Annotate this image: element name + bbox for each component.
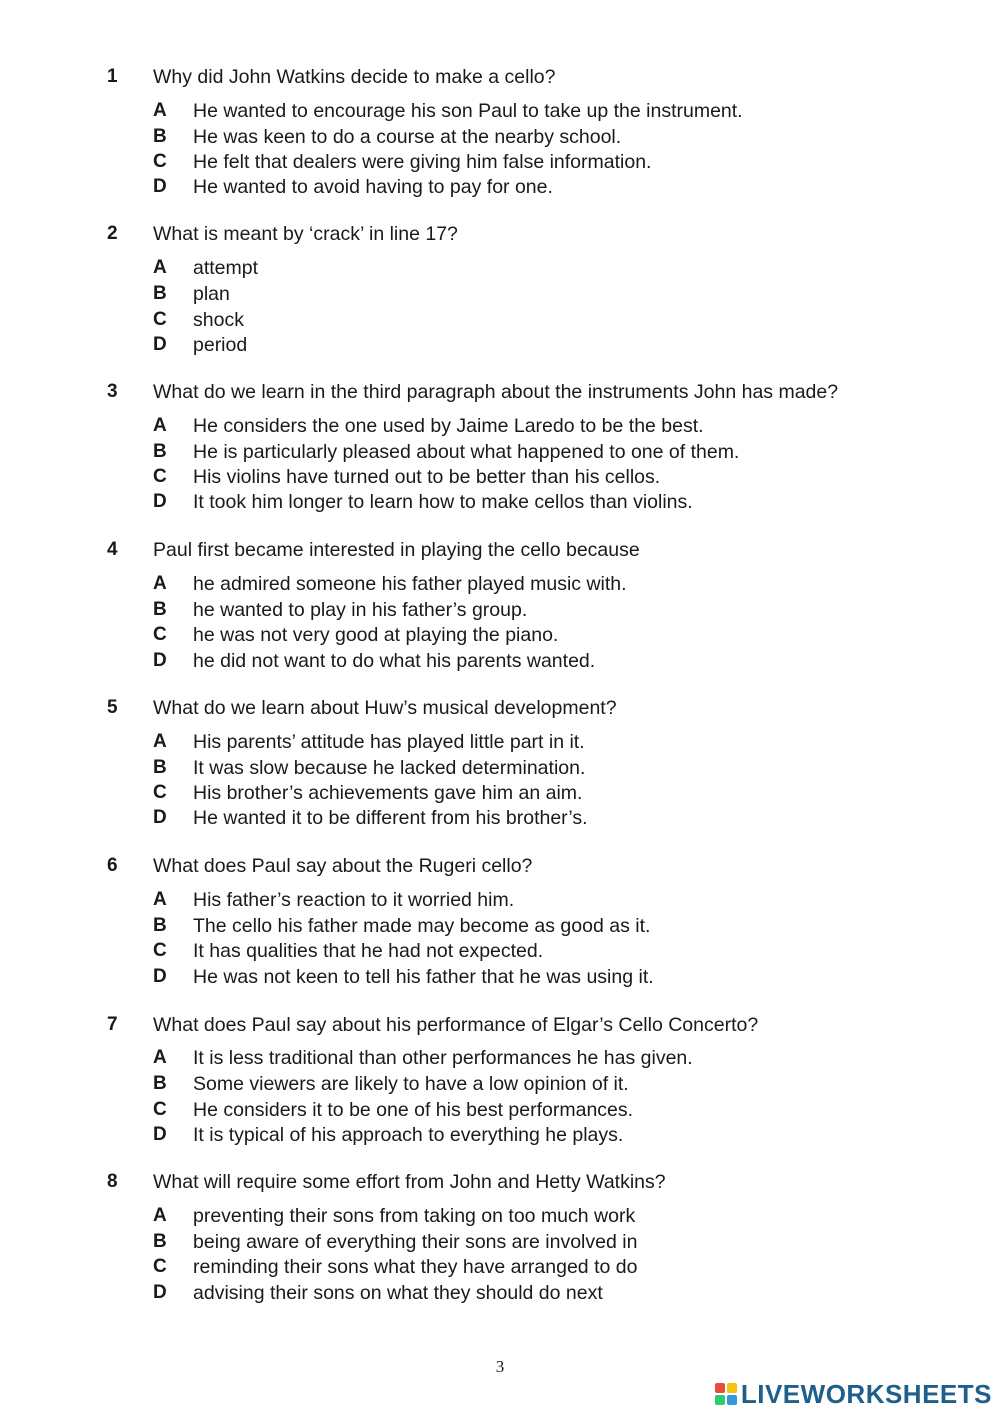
option-text: he was not very good at playing the piano. — [193, 624, 559, 646]
option-a[interactable] — [0, 730, 1000, 756]
option-letter: A — [153, 1205, 167, 1226]
question-text: What do we learn in the third paragraph about the instruments John has made? — [153, 381, 839, 403]
question-number: 4 — [107, 539, 118, 560]
option-c[interactable] — [0, 623, 1000, 649]
option-text: plan — [193, 283, 230, 305]
option-letter: D — [153, 176, 167, 197]
option-text: It is typical of his approach to everything he plays. — [193, 1124, 624, 1146]
question-text: Why did John Watkins decide to make a cello? — [153, 66, 556, 88]
option-letter: B — [153, 915, 167, 936]
option-letter: A — [153, 731, 167, 752]
option-text: It has qualities that he had not expected. — [193, 940, 544, 962]
option-letter: B — [153, 283, 167, 304]
option-b[interactable] — [0, 282, 1000, 308]
option-letter: B — [153, 1231, 167, 1252]
question-number: 1 — [107, 66, 118, 87]
question-text: What does Paul say about the Rugeri cello? — [153, 855, 533, 877]
option-letter: C — [153, 309, 167, 330]
option-b[interactable] — [0, 756, 1000, 782]
option-text: It was slow because he lacked determination. — [193, 757, 586, 779]
option-letter: D — [153, 966, 167, 987]
question-text: What will require some effort from John and Hetty Watkins? — [153, 1171, 666, 1193]
option-text: He was keen to do a course at the nearby school. — [193, 126, 622, 148]
option-text: It took him longer to learn how to make cellos than violins. — [193, 491, 693, 513]
option-letter: C — [153, 940, 167, 961]
option-c[interactable] — [0, 465, 1000, 491]
option-letter: D — [153, 491, 167, 512]
option-text: It is less traditional than other performances he has given. — [193, 1047, 693, 1069]
option-letter: B — [153, 757, 167, 778]
option-letter: A — [153, 1047, 167, 1068]
liveworksheets-logo[interactable] — [715, 1380, 992, 1408]
option-text: His brother’s achievements gave him an aim. — [193, 782, 583, 804]
option-b[interactable] — [0, 440, 1000, 466]
option-a[interactable] — [0, 888, 1000, 914]
page-number: 3 — [495, 1357, 505, 1376]
option-text: he wanted to play in his father’s group. — [193, 599, 528, 621]
option-letter: A — [153, 889, 167, 910]
question-number: 8 — [107, 1171, 118, 1192]
option-text: preventing their sons from taking on too much work — [193, 1205, 636, 1227]
option-d[interactable] — [0, 175, 1000, 201]
option-a[interactable] — [0, 414, 1000, 440]
option-letter: B — [153, 599, 167, 620]
option-letter: B — [153, 1073, 167, 1094]
option-letter: D — [153, 807, 167, 828]
option-text: Some viewers are likely to have a low opinion of it. — [193, 1073, 629, 1095]
liveworksheets-logo-text: LIVEWORKSHEETS — [740, 1378, 992, 1409]
option-text: He is particularly pleased about what happened to one of them. — [193, 441, 740, 463]
option-d[interactable] — [0, 965, 1000, 991]
option-b[interactable] — [0, 914, 1000, 940]
option-letter: D — [153, 334, 167, 355]
option-text: The cello his father made may become as good as it. — [193, 915, 651, 937]
option-d[interactable] — [0, 649, 1000, 675]
option-letter: D — [153, 650, 167, 671]
option-c[interactable] — [0, 1255, 1000, 1281]
option-c[interactable] — [0, 781, 1000, 807]
option-text: He wanted to avoid having to pay for one. — [193, 176, 553, 198]
option-c[interactable] — [0, 308, 1000, 334]
option-letter: C — [153, 624, 167, 645]
question-number: 7 — [107, 1014, 118, 1035]
option-letter: D — [153, 1282, 167, 1303]
option-letter: A — [153, 415, 167, 436]
option-letter: A — [153, 257, 167, 278]
question-number: 5 — [107, 697, 118, 718]
option-text: He considers it to be one of his best performances. — [193, 1099, 634, 1121]
option-c[interactable] — [0, 939, 1000, 965]
option-text: He considers the one used by Jaime Laredo to be the best. — [193, 415, 704, 437]
option-letter: C — [153, 1099, 167, 1120]
option-letter: A — [153, 100, 167, 121]
option-letter: C — [153, 782, 167, 803]
option-text: he did not want to do what his parents wanted. — [193, 650, 596, 672]
option-text: period — [193, 334, 248, 356]
option-d[interactable] — [0, 806, 1000, 832]
option-letter: B — [153, 441, 167, 462]
option-text: being aware of everything their sons are involved in — [193, 1231, 638, 1253]
option-letter: A — [153, 573, 167, 594]
option-a[interactable] — [0, 1204, 1000, 1230]
option-d[interactable] — [0, 490, 1000, 516]
option-d[interactable] — [0, 1281, 1000, 1307]
option-text: He wanted it to be different from his brother’s. — [193, 807, 588, 829]
option-text: he admired someone his father played music with. — [193, 573, 627, 595]
question-text: What does Paul say about his performance of Elgar’s Cello Concerto? — [153, 1014, 759, 1036]
option-text: His father’s reaction to it worried him. — [193, 889, 515, 911]
option-b[interactable] — [0, 598, 1000, 624]
option-text: attempt — [193, 257, 259, 279]
question-text: What is meant by ‘crack’ in line 17? — [153, 223, 458, 245]
option-c[interactable] — [0, 150, 1000, 176]
option-text: He felt that dealers were giving him false information. — [193, 151, 652, 173]
question-text: Paul first became interested in playing the cello because — [153, 539, 640, 561]
option-letter: B — [153, 126, 167, 147]
option-a[interactable] — [0, 1046, 1000, 1072]
option-b[interactable] — [0, 125, 1000, 151]
option-text: advising their sons on what they should do next — [193, 1282, 603, 1304]
option-a[interactable] — [0, 572, 1000, 598]
question-number: 2 — [107, 223, 118, 244]
option-c[interactable] — [0, 1098, 1000, 1124]
option-b[interactable] — [0, 1230, 1000, 1256]
option-text: His violins have turned out to be better than his cellos. — [193, 466, 661, 488]
option-text: His parents’ attitude has played little part in it. — [193, 731, 585, 753]
option-text: shock — [193, 309, 244, 331]
option-letter: C — [153, 1256, 167, 1277]
option-d[interactable] — [0, 333, 1000, 359]
option-letter: C — [153, 151, 167, 172]
option-letter: D — [153, 1124, 167, 1145]
option-text: He was not keen to tell his father that he was using it. — [193, 966, 654, 988]
question-text: What do we learn about Huw’s musical development? — [153, 697, 617, 719]
option-d[interactable] — [0, 1123, 1000, 1149]
option-b[interactable] — [0, 1072, 1000, 1098]
question-number: 3 — [107, 381, 118, 402]
option-letter: C — [153, 466, 167, 487]
option-text: He wanted to encourage his son Paul to take up the instrument. — [193, 100, 743, 122]
liveworksheets-logo-icon — [715, 1383, 737, 1405]
option-a[interactable] — [0, 99, 1000, 125]
question-number: 6 — [107, 855, 118, 876]
option-a[interactable] — [0, 256, 1000, 282]
option-text: reminding their sons what they have arranged to do — [193, 1256, 638, 1278]
